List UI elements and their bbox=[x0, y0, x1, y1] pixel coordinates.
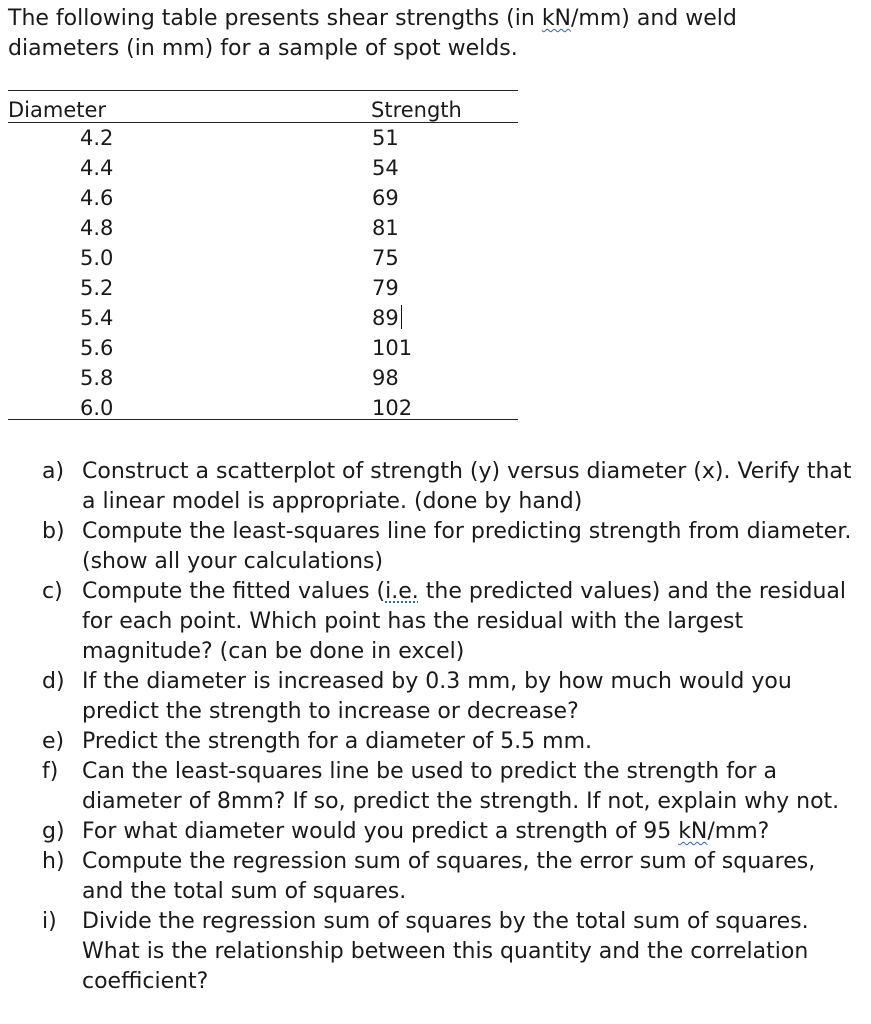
question-text-start: Compute the fitted values ( bbox=[82, 579, 386, 604]
strength-cell[interactable] bbox=[372, 303, 402, 333]
question-letter: h) bbox=[42, 849, 65, 874]
diameter-header: Diameter bbox=[8, 98, 107, 122]
diameter-cell: 6.0 bbox=[80, 396, 114, 420]
question-letter: b) bbox=[42, 519, 65, 544]
question-text-start: For what diameter would you predict a strength of 95 bbox=[82, 819, 679, 844]
diameter-cell: 5.2 bbox=[80, 276, 114, 300]
question-letter: e) bbox=[42, 729, 65, 754]
question-text: Can the least-squares line be used to predict the strength for a diameter of 8mm? If so, predict the strength. If not, explain why not. bbox=[82, 759, 840, 814]
diameter-cell: 5.8 bbox=[80, 366, 114, 390]
question-item bbox=[42, 727, 857, 757]
table-row bbox=[8, 363, 518, 393]
strength-cell: 54 bbox=[372, 156, 399, 180]
diameter-cell: 4.2 bbox=[80, 126, 114, 150]
question-item bbox=[42, 907, 857, 997]
question-item bbox=[42, 847, 857, 907]
question-letter: a) bbox=[42, 459, 65, 484]
strength-cell: 69 bbox=[372, 186, 399, 210]
diameter-cell: 5.6 bbox=[80, 336, 114, 360]
text-cursor bbox=[401, 305, 403, 329]
table-row bbox=[8, 243, 518, 273]
table-header-row bbox=[8, 91, 518, 123]
question-text: If the diameter is increased by 0.3 mm, by how much would you predict the strength to increase or decrease? bbox=[82, 669, 792, 724]
strength-header: Strength bbox=[371, 98, 462, 122]
question-text bbox=[82, 819, 769, 844]
strength-cell: 98 bbox=[372, 366, 399, 390]
table-row bbox=[8, 183, 518, 213]
diameter-cell: 4.4 bbox=[80, 156, 114, 180]
question-text: Compute the least-squares line for predicting strength from diameter. (show all your calculations) bbox=[82, 519, 852, 574]
table-row bbox=[8, 303, 518, 333]
question-item bbox=[42, 817, 857, 847]
question-item bbox=[42, 667, 857, 727]
table-row bbox=[8, 333, 518, 363]
strength-cell: 101 bbox=[372, 336, 413, 360]
diameter-cell: 4.6 bbox=[80, 186, 114, 210]
table-row bbox=[8, 153, 518, 183]
question-text: Predict the strength for a diameter of 5.5 mm. bbox=[82, 729, 592, 754]
diameter-cell: 4.8 bbox=[80, 216, 114, 240]
question-list bbox=[42, 457, 857, 997]
diameter-cell: 5.4 bbox=[80, 306, 114, 330]
question-text-end: the predicted values) and the residual for each point. Which point has the residual with the largest magnitude? (can be done in excel) bbox=[82, 579, 847, 664]
question-text: Divide the regression sum of squares by the total sum of squares. What is the relationship between this quantity and the correlation coefficient? bbox=[82, 909, 809, 994]
strength-cell: 51 bbox=[372, 126, 399, 150]
intro-text-end: /mm) and weld diameters (in mm) for a sample of spot welds. bbox=[8, 6, 737, 61]
question-letter: f) bbox=[42, 759, 59, 784]
question-text: Compute the regression sum of squares, the error sum of squares, and the total sum of squares. bbox=[82, 849, 816, 904]
intro-paragraph bbox=[8, 4, 848, 64]
ie-grammar-mark: i.e. bbox=[385, 579, 419, 604]
unit-spellcheck: kN bbox=[678, 819, 708, 844]
question-letter: i) bbox=[42, 909, 57, 934]
strength-cell: 102 bbox=[372, 396, 413, 420]
table-row bbox=[8, 393, 518, 420]
table-row bbox=[8, 213, 518, 243]
question-letter: c) bbox=[42, 579, 63, 604]
intro-text-start: The following table presents shear strengths (in bbox=[8, 6, 542, 31]
question-letter: g) bbox=[42, 819, 65, 844]
question-text bbox=[82, 579, 846, 664]
table-row bbox=[8, 273, 518, 303]
question-item bbox=[42, 517, 857, 577]
question-item bbox=[42, 577, 857, 667]
question-item bbox=[42, 457, 857, 517]
diameter-cell: 5.0 bbox=[80, 246, 114, 270]
table-row bbox=[8, 123, 518, 153]
question-text-end: /mm? bbox=[707, 819, 770, 844]
strength-cell: 81 bbox=[372, 216, 399, 240]
question-item bbox=[42, 757, 857, 817]
strength-cell-value: 89 bbox=[372, 306, 399, 330]
strength-cell: 75 bbox=[372, 246, 399, 270]
intro-unit-spellcheck: kN bbox=[541, 6, 572, 31]
strength-cell: 79 bbox=[372, 276, 399, 300]
question-letter: d) bbox=[42, 669, 65, 694]
data-table bbox=[8, 90, 518, 420]
question-text: Construct a scatterplot of strength (y) versus diameter (x). Verify that a linear model is appropriate. (done by hand) bbox=[82, 459, 852, 514]
